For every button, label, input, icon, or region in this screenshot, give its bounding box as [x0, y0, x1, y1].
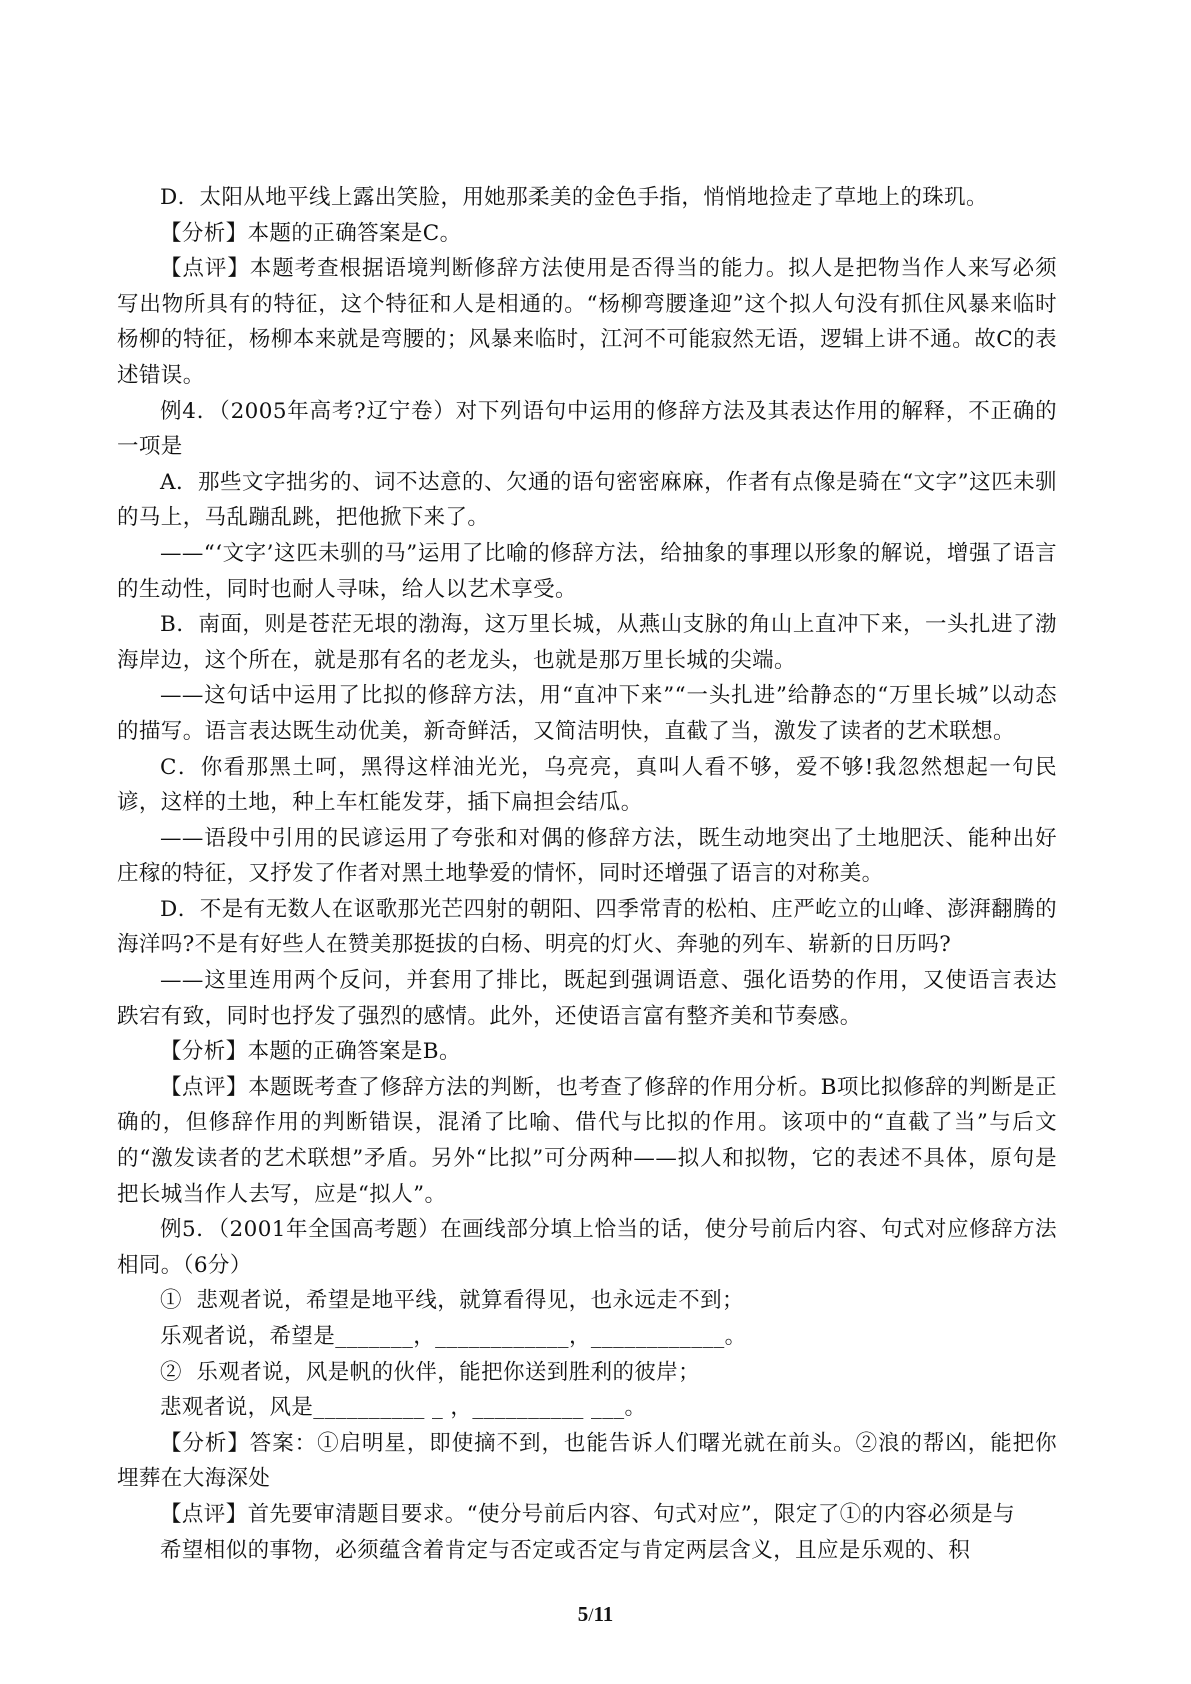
page-number — [0, 1602, 1191, 1627]
option-d-question-sentence: D．不是有无数人在讴歌那光芒四射的朝阳、四季常青的松柏、庄严屹立的山峰、澎湃翻腾的海洋吗?不是有好些人在赞美那挺拔的白杨、明亮的灯火、奔驰的列车、崭新的日历吗? — [117, 896, 1057, 958]
item-2-pessimist-blank: 悲观者说，风是__________ _ ，__________ ___。 — [160, 1395, 647, 1421]
analysis-answer-example-5: 【分析】答案：①启明星，即使摘不到，也能告诉人们曙光就在前头。②浪的帮凶，能把你埋葬在大海深处 — [117, 1430, 1057, 1492]
option-a-sentence: A．那些文字拙劣的、词不达意的、欠通的语句密密麻麻，作者有点像是骑在“文字”这匹未驯的马上，马乱蹦乱跳，把他掀下来了。 — [117, 469, 1057, 531]
comment-continuation: 希望相似的事物，必须蕴含着肯定与否定或否定与肯定两层含义，且应是乐观的、积 — [160, 1537, 971, 1563]
option-b-sentence: B．南面，则是苍茫无垠的渤海，这万里长城，从燕山支脉的角山上直冲下来，一头扎进了渤海岸边，这个所在，就是那有名的老龙头，也就是那万里长城的尖端。 — [117, 612, 1057, 673]
option-a-explanation: ——“‘文字’这匹未驯的马”运用了比喻的修辞方法，给抽象的事理以形象的解说，增强了语言的生动性，同时也耐人寻味，给人以艺术享受。 — [117, 540, 1057, 602]
option-b-explanation: ——这句话中运用了比拟的修辞方法，用“直冲下来”“一头扎进”给静态的“万里长城”以动态的描写。语言表达既生动优美，新奇鲜活，又简洁明快，直截了当，激发了读者的艺术联想。 — [117, 683, 1057, 744]
option-d-sentence: D．太阳从地平线上露出笑脸，用她那柔美的金色手指，悄悄地捡走了草地上的珠玑。 — [160, 185, 988, 210]
comment-paragraph: 【点评】本题考查根据语境判断修辞方法使用是否得当的能力。拟人是把物当作人来写必须写出物所具有的特征，这个特征和人是相通的。“杨柳弯腰逢迎”这个拟人句没有抓住风暴来临时杨柳的特征，杨柳本来就是弯腰的；风暴来临时，江河不可能寂然无语，逻辑上讲不通。故C的表述错误。 — [117, 256, 1057, 388]
option-c-explanation: ——语段中引用的民谚运用了夸张和对偶的修辞方法，既生动地突出了土地肥沃、能种出好庄稼的特征，又抒发了作者对黑土地挚爱的情怀，同时还增强了语言的对称美。 — [117, 825, 1057, 887]
item-1-pessimist: ① 悲观者说，希望是地平线，就算看得见，也永远走不到； — [160, 1288, 744, 1314]
total-pages-number: 11 — [593, 1602, 614, 1626]
current-page-number: 5 — [577, 1602, 589, 1626]
option-c-sentence: C．你看那黑土呵，黑得这样油光光，乌亮亮，真叫人看不够，爱不够!我忽然想起一句民谚，这样的土地，种上车杠能发芽，插下扁担会结瓜。 — [117, 754, 1057, 816]
item-2-optimist: ② 乐观者说，风是帆的伙伴，能把你送到胜利的彼岸； — [160, 1359, 701, 1385]
example-4-question: 例4．（2005年高考?辽宁卷）对下列语句中运用的修辞方法及其表达作用的解释，不正确的一项是 — [117, 398, 1057, 460]
comment-paragraph: 【点评】首先要审清题目要求。“使分号前后内容、句式对应”，限定了①的内容必须是与 — [160, 1501, 1015, 1527]
comment-paragraph: 【点评】本题既考查了修辞方法的判断，也考查了修辞的作用分析。B项比拟修辞的判断是正确的，但修辞作用的判断错误，混淆了比喻、借代与比拟的作用。该项中的“直截了当”与后文的“激发读者的艺术联想”矛盾。另外“比拟”可分两种——拟人和拟物，它的表述不具体，原句是把长城当作人去写，应是“拟人”。 — [117, 1074, 1057, 1207]
analysis-answer-c: 【分析】本题的正确答案是C。 — [160, 220, 462, 246]
page-separator: / — [588, 1605, 594, 1626]
option-d-explanation: ——这里连用两个反问，并套用了排比，既起到强调语意、强化语势的作用，又使语言表达跌宕有致，同时也抒发了强烈的感情。此外，还使语言富有整齐美和节奏感。 — [117, 968, 1057, 1029]
item-1-optimist-blank: 乐观者说，希望是_______，____________，____________。 — [160, 1324, 747, 1349]
analysis-answer-b: 【分析】本题的正确答案是B。 — [160, 1039, 461, 1065]
example-5-question: 例5．（2001年全国高考题）在画线部分填上恰当的话，使分号前后内容、句式对应修辞方法相同。（6分） — [117, 1217, 1057, 1278]
document-body — [117, 180, 1057, 1568]
